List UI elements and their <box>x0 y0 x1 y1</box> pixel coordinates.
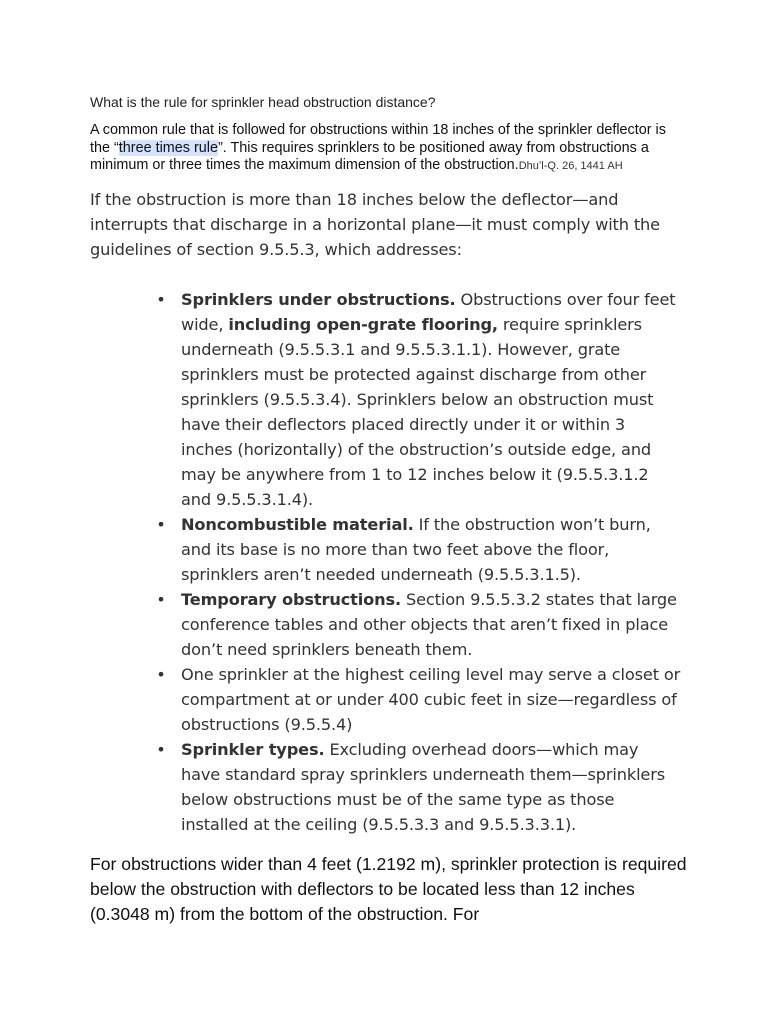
list-item-title: Sprinklers under obstructions. <box>181 290 456 309</box>
list-item <box>156 287 681 512</box>
bullet-icon: • <box>156 515 166 534</box>
list-item-title: Temporary obstructions. <box>181 590 401 609</box>
list-item-emphasis: including open-grate flooring, <box>228 315 498 334</box>
bullet-icon: • <box>156 290 166 309</box>
answer-snippet <box>90 122 680 176</box>
bullet-icon: • <box>156 665 166 684</box>
answer-text-before: A common rule that is followed for obstructions within 18 inches of the sprinkler deflector is the “ <box>90 122 666 156</box>
answer-text-after: ”. This requires sprinklers to be positioned away from obstructions a minimum or three times the maximum dimension of the obstruction. <box>90 139 649 173</box>
list-item-text: Excluding overhead doors—which may have standard spray sprinklers underneath them—sprinklers below obstructions must be of the same type as those installed at the ceiling (9.5.5.3.3 and 9.5.5.3.3.1). <box>181 740 666 834</box>
list-item-text: If the obstruction won’t burn, and its base is no more than two feet above the floor, sprinklers aren’t needed underneath (9.5.5.3.1.5). <box>181 515 651 584</box>
answer-citation: Dhuʻl-Q. 26, 1441 AH <box>518 160 623 172</box>
list-item-text: Section 9.5.5.3.2 states that large conference tables and other objects that aren’t fixed in place don’t need sprinklers beneath them. <box>181 590 677 659</box>
bullet-icon: • <box>156 740 166 759</box>
list-item-text: require sprinklers underneath (9.5.5.3.1 and 9.5.5.3.1.1). However, grate sprinklers must be protected against discharge from other sprinklers (9.5.5.3.4). Sprinklers below an obstruction must have their deflectors placed directly under it or within 3 inches (horizontally) of the obstruction’s outside edge, and may be anywhere from 1 to 12 inches below it (9.5.5.3.1.2 and 9.5.5.3.1.4). <box>181 315 654 509</box>
list-item-title: Sprinkler types. <box>181 740 325 759</box>
highlighted-term: three times rule <box>118 139 218 156</box>
list-item-text: Obstructions over four feet wide, <box>181 290 676 334</box>
list-item <box>156 662 681 737</box>
list-item-text: One sprinkler at the highest ceiling level may serve a closet or compartment at or under 400 cubic feet in size—regardless of obstructions (9.5.5.4) <box>181 665 681 734</box>
list-item <box>156 512 681 587</box>
list-item-title: Noncombustible material. <box>181 515 414 534</box>
bullet-icon: • <box>156 590 166 609</box>
closing-paragraph: For obstructions wider than 4 feet (1.2192 m), sprinkler protection is required below the obstruction with deflectors to be located less than 12 inches (0.3048 m) from the bottom of the obstruction. For <box>90 854 687 924</box>
list-item <box>156 737 681 837</box>
question-heading: What is the rule for sprinkler head obstruction distance? <box>90 94 436 110</box>
bullet-list <box>156 287 681 837</box>
list-item <box>156 587 681 662</box>
intro-paragraph: If the obstruction is more than 18 inches below the deflector—and interrupts that discharge in a horizontal plane—it must comply with the guidelines of section 9.5.5.3, which addresses: <box>90 190 660 259</box>
